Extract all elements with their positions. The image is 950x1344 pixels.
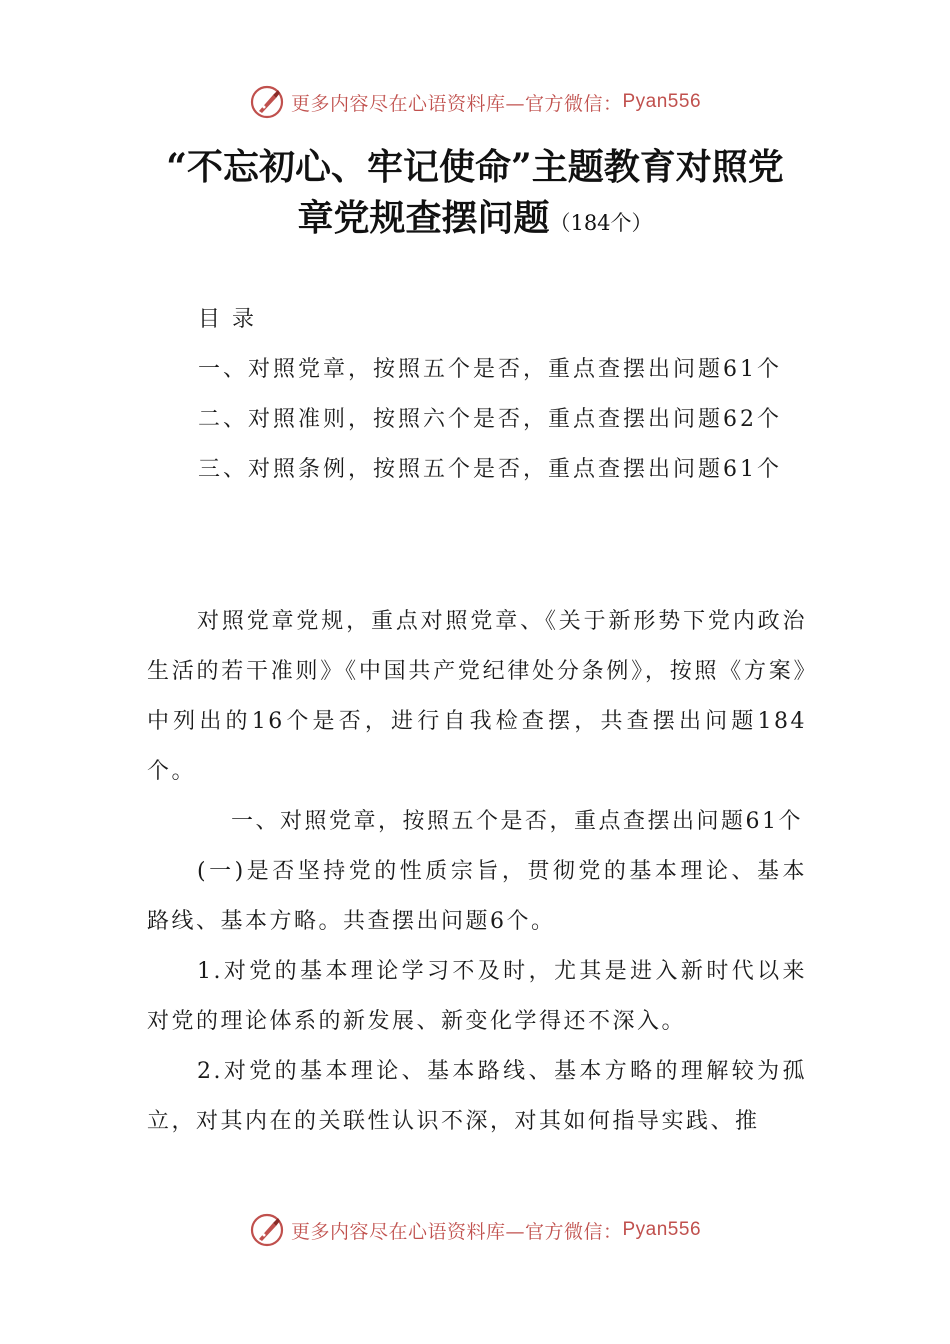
section-heading: 一、对照党章，按照五个是否，重点查摆出问题61个 (231, 809, 803, 834)
toc-item: 一、对照党章，按照五个是否，重点查摆出问题61个 (198, 357, 782, 382)
toc-item: 三、对照条例，按照五个是否，重点查摆出问题61个 (198, 457, 782, 482)
toc-heading: 目录 (198, 307, 267, 332)
table-of-contents (198, 350, 782, 500)
watermark-wechat-id: Pyan556 (622, 91, 702, 112)
watermark-text: 更多内容尽在心语资料库—官方微信： (290, 92, 623, 115)
subsection-heading: (一)是否坚持党的性质宗旨，贯彻党的基本理论、基本路线、基本方略。共查摆出问题6个。 (147, 859, 807, 934)
intro-paragraph: 对照党章党规，重点对照党章、《关于新形势下党内政治生活的若干准则》《中国共产党纪律处分条例》，按照《方案》中列出的16个是否，进行自我检查摆，共查摆出问题184个。 (147, 609, 807, 784)
document-title-main: 章党规查摆问题 (297, 197, 550, 239)
document-title-line1: “不忘初心、牢记使命”主题教育对照党 (166, 146, 784, 188)
document-body (147, 597, 807, 1147)
watermark-banner-bottom (0, 1210, 950, 1250)
document-title-line2 (100, 193, 850, 248)
toc-item: 二、对照准则，按照六个是否，重点查摆出问题62个 (198, 407, 782, 432)
pen-nib-logo-icon (249, 84, 285, 120)
document-title-count: （184个） (549, 211, 653, 235)
watermark-text: 更多内容尽在心语资料库—官方微信： (290, 1220, 623, 1243)
watermark-wechat-id: Pyan556 (622, 1219, 702, 1240)
pen-nib-logo-icon (249, 1212, 285, 1248)
watermark-banner-top (0, 82, 950, 122)
list-item: 1.对党的基本理论学习不及时，尤其是进入新时代以来对党的理论体系的新发展、新变化学得还不深入。 (147, 959, 807, 1034)
list-item: 2.对党的基本理论、基本路线、基本方略的理解较为孤立，对其内在的关联性认识不深，对其如何指导实践、推 (147, 1059, 807, 1134)
